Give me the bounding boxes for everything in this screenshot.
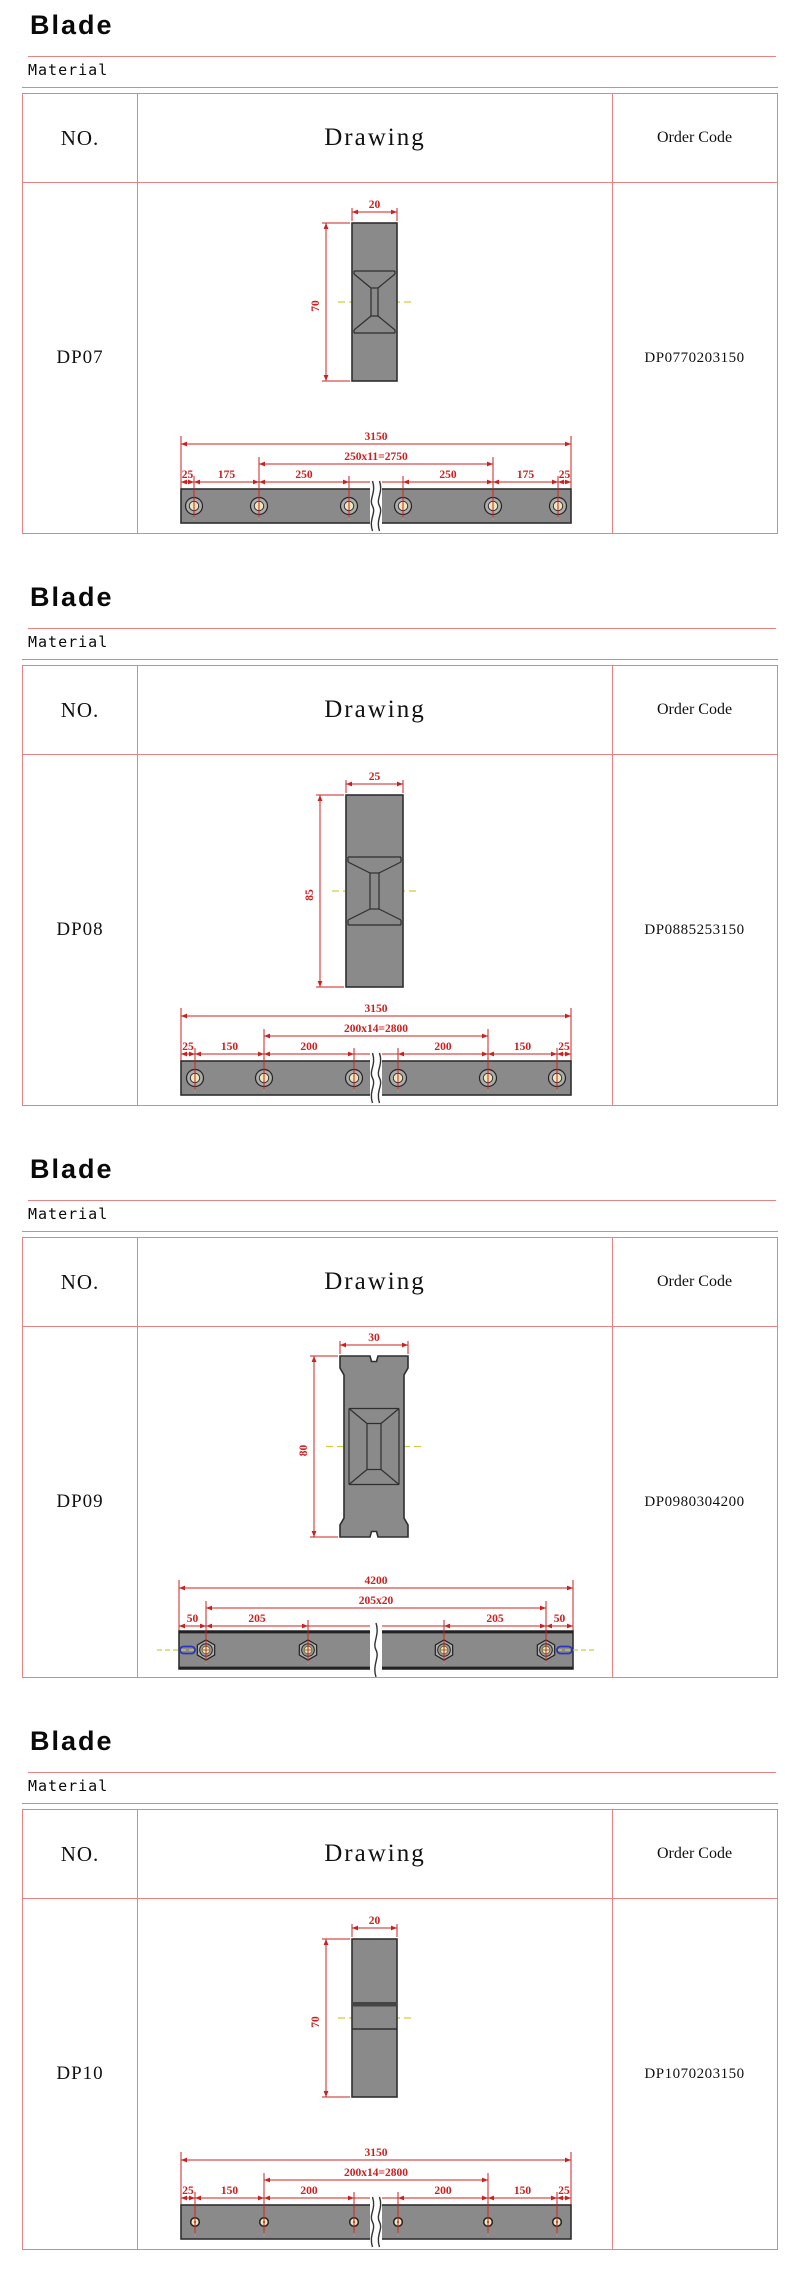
dim-arrow xyxy=(181,442,187,447)
dim-arrow xyxy=(324,375,329,381)
table-header-row xyxy=(23,94,777,183)
subtitle-underline xyxy=(22,1231,778,1232)
title-underline xyxy=(28,628,776,629)
table-body-row xyxy=(23,755,777,1105)
dim-arrow xyxy=(391,1926,397,1931)
segment-dim-label: 200 xyxy=(434,1041,452,1053)
dim-arrow xyxy=(179,1624,185,1629)
section-title: Blade xyxy=(30,1154,114,1184)
dim-arrow xyxy=(206,1624,212,1629)
dim-arrow xyxy=(195,2196,201,2201)
cross-section-height-label: 70 xyxy=(310,2016,322,2028)
dim-arrow xyxy=(324,1939,329,1945)
dim-arrow xyxy=(482,2196,488,2201)
dim-arrow xyxy=(195,1052,201,1057)
table-body-row xyxy=(23,1899,777,2249)
col-header-order-code: Order Code xyxy=(656,129,733,146)
segment-dim-label: 200 xyxy=(300,2185,318,2197)
segment-dim-label: 50 xyxy=(553,1613,566,1625)
dim-arrow xyxy=(253,480,259,485)
blade-cross-section xyxy=(352,223,397,381)
order-code: DP1070203150 xyxy=(644,2065,745,2082)
subtitle-underline xyxy=(22,87,778,88)
hole-pitch-label: 250x11=2750 xyxy=(344,451,408,463)
col-header-drawing: Drawing xyxy=(137,666,613,754)
segment-dim-label: 200 xyxy=(300,1041,318,1053)
blade-cross-section xyxy=(352,1939,397,2097)
dim-arrow xyxy=(348,1052,354,1057)
blade-number: DP07 xyxy=(56,347,104,368)
overall-length-label: 3150 xyxy=(364,431,388,443)
dim-arrow xyxy=(482,2178,488,2183)
order-code: DP0980304200 xyxy=(644,1493,745,1510)
dim-arrow xyxy=(324,2091,329,2097)
technical-drawing xyxy=(138,183,610,533)
blade-drawing-cell xyxy=(137,1899,613,2249)
dim-arrow xyxy=(482,1034,488,1039)
dim-arrow xyxy=(312,1356,317,1362)
segment-dim-label: 250 xyxy=(439,469,457,481)
dim-arrow xyxy=(259,480,265,485)
segment-dim-label: 175 xyxy=(516,469,535,481)
dim-arrow xyxy=(200,1624,206,1629)
segment-dim-label: 50 xyxy=(186,1613,199,1625)
weld-band xyxy=(352,2002,397,2007)
dim-arrow xyxy=(567,1624,573,1629)
dim-arrow xyxy=(206,1606,212,1611)
blade-section-dp07 xyxy=(0,0,800,572)
dim-arrow xyxy=(546,1624,552,1629)
col-header-drawing: Drawing xyxy=(137,94,613,182)
dim-arrow xyxy=(402,1343,408,1348)
dim-arrow xyxy=(488,2196,494,2201)
dim-arrow xyxy=(264,2196,270,2201)
cross-section-height-label: 85 xyxy=(304,889,316,901)
section-subtitle: Material xyxy=(28,61,109,79)
blade-section-dp10 xyxy=(0,1716,800,2288)
dim-arrow xyxy=(482,1052,488,1057)
blade-drawing-cell xyxy=(137,755,613,1105)
hole-pitch-label: 200x14=2800 xyxy=(343,1023,409,1035)
technical-drawing xyxy=(138,1327,610,1677)
segment-dim-label: 205 xyxy=(248,1613,266,1625)
dim-arrow xyxy=(444,1624,450,1629)
table-header-row xyxy=(23,1810,777,1899)
blade-cross-section xyxy=(346,795,403,987)
blade-number: DP08 xyxy=(56,919,104,940)
cross-section-width-label: 20 xyxy=(368,1915,381,1927)
spec-table xyxy=(22,93,778,534)
dim-arrow xyxy=(318,981,323,987)
col-header-order-code: Order Code xyxy=(656,1845,733,1862)
col-header-drawing: Drawing xyxy=(137,1810,613,1898)
table-header-row xyxy=(23,666,777,755)
segment-dim-label: 150 xyxy=(220,1041,239,1053)
dim-arrow xyxy=(352,210,358,215)
dim-arrow xyxy=(565,442,571,447)
dim-arrow xyxy=(258,2196,264,2201)
col-header-no: NO. xyxy=(60,125,100,150)
dim-arrow xyxy=(346,782,352,787)
dim-arrow xyxy=(397,782,403,787)
col-header-no: NO. xyxy=(60,1269,100,1294)
segment-dim-label: 250 xyxy=(295,469,313,481)
spec-table xyxy=(22,1809,778,2250)
table-body-row xyxy=(23,183,777,533)
dim-arrow xyxy=(312,1531,317,1537)
dim-arrow xyxy=(488,1052,494,1057)
section-subtitle: Material xyxy=(28,633,109,651)
dim-arrow xyxy=(565,2158,571,2163)
dim-arrow xyxy=(264,1034,270,1039)
segment-dim-label: 205 xyxy=(486,1613,504,1625)
dim-arrow xyxy=(302,1624,308,1629)
segment-dim-label: 150 xyxy=(513,1041,532,1053)
overall-length-label: 4200 xyxy=(364,1575,388,1587)
segment-dim-label: 25 xyxy=(181,469,194,481)
section-title: Blade xyxy=(30,1726,114,1756)
table-header-row xyxy=(23,1238,777,1327)
blade-section-dp08 xyxy=(0,572,800,1144)
cross-section-height-label: 70 xyxy=(310,300,322,312)
title-underline xyxy=(28,1772,776,1773)
hole-pitch-label: 205x20 xyxy=(358,1595,394,1607)
subtitle-underline xyxy=(22,659,778,660)
dim-arrow xyxy=(340,1343,346,1348)
dim-arrow xyxy=(343,480,349,485)
col-header-drawing: Drawing xyxy=(137,1238,613,1326)
segment-dim-label: 25 xyxy=(558,2185,570,2197)
segment-dim-label: 25 xyxy=(558,1041,570,1053)
dim-arrow xyxy=(487,480,493,485)
dim-arrow xyxy=(403,480,409,485)
dim-arrow xyxy=(567,1586,573,1591)
segment-dim-label: 150 xyxy=(513,2185,532,2197)
section-subtitle: Material xyxy=(28,1205,109,1223)
dim-arrow xyxy=(264,1052,270,1057)
subtitle-underline xyxy=(22,1803,778,1804)
dim-arrow xyxy=(194,480,200,485)
dim-arrow xyxy=(318,795,323,801)
technical-drawing xyxy=(138,1899,610,2249)
dim-arrow xyxy=(493,480,499,485)
dim-arrow xyxy=(264,2178,270,2183)
order-code: DP0885253150 xyxy=(644,921,745,938)
table-body-row xyxy=(23,1327,777,1677)
dim-arrow xyxy=(565,1014,571,1019)
dim-arrow xyxy=(352,1926,358,1931)
blade-drawing-cell xyxy=(137,1327,613,1677)
cross-section-width-label: 25 xyxy=(368,771,381,783)
dim-arrow xyxy=(181,1014,187,1019)
section-subtitle: Material xyxy=(28,1777,109,1795)
col-header-no: NO. xyxy=(60,1841,100,1866)
col-header-no: NO. xyxy=(60,697,100,722)
dim-arrow xyxy=(391,210,397,215)
dim-arrow xyxy=(179,1586,185,1591)
dim-arrow xyxy=(551,2196,557,2201)
dim-arrow xyxy=(540,1624,546,1629)
segment-dim-label: 25 xyxy=(182,1041,194,1053)
spec-table xyxy=(22,1237,778,1678)
hole-pitch-label: 200x14=2800 xyxy=(343,2167,409,2179)
dim-arrow xyxy=(398,1052,404,1057)
dim-arrow xyxy=(552,480,558,485)
cross-section-height-label: 80 xyxy=(298,1444,310,1457)
blade-cross-section xyxy=(340,1356,408,1537)
segment-dim-label: 175 xyxy=(217,469,236,481)
overall-length-label: 3150 xyxy=(364,1003,388,1015)
dim-arrow xyxy=(258,1052,264,1057)
section-title: Blade xyxy=(30,10,114,40)
segment-dim-label: 200 xyxy=(434,2185,452,2197)
segment-dim-label: 150 xyxy=(220,2185,239,2197)
col-header-order-code: Order Code xyxy=(656,1273,733,1290)
blade-section-dp09 xyxy=(0,1144,800,1716)
dim-arrow xyxy=(540,1606,546,1611)
title-underline xyxy=(28,56,776,57)
spec-table xyxy=(22,665,778,1106)
order-code: DP0770203150 xyxy=(644,349,745,366)
title-underline xyxy=(28,1200,776,1201)
blade-drawing-cell xyxy=(137,183,613,533)
dim-arrow xyxy=(324,223,329,229)
blade-number: DP09 xyxy=(56,1491,104,1512)
overall-length-label: 3150 xyxy=(364,2147,388,2159)
segment-dim-label: 25 xyxy=(558,469,571,481)
cross-section-width-label: 20 xyxy=(368,199,381,211)
dim-arrow xyxy=(398,2196,404,2201)
dim-arrow xyxy=(181,2158,187,2163)
blade-number: DP10 xyxy=(56,2063,104,2084)
dim-arrow xyxy=(551,1052,557,1057)
technical-drawing xyxy=(138,755,610,1105)
dim-arrow xyxy=(259,462,265,467)
dim-arrow xyxy=(348,2196,354,2201)
section-title: Blade xyxy=(30,582,114,612)
cross-section-width-label: 30 xyxy=(368,1332,380,1344)
segment-dim-label: 25 xyxy=(182,2185,194,2197)
dim-arrow xyxy=(487,462,493,467)
col-header-order-code: Order Code xyxy=(656,701,733,718)
